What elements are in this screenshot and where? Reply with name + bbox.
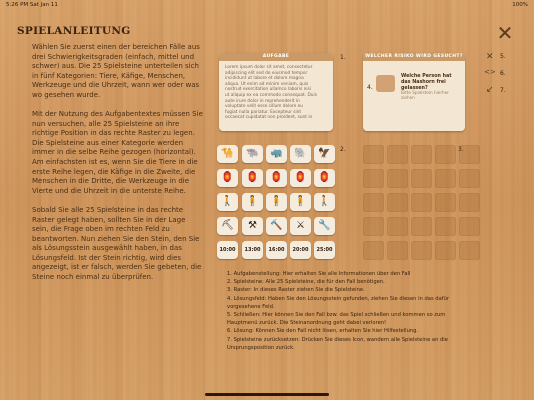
legend-item: 2. Spielsteine: Alle 25 Spielsteine, die für den Fall benötigen.	[227, 279, 385, 286]
piece-cage[interactable]: 🏮	[217, 169, 238, 187]
legend-item: 6. Lösung: Können Sie den Fall nicht lösen, erhalten Sie hier Hilfestellung.	[227, 328, 419, 335]
piece-animal[interactable]: 🐪	[217, 145, 238, 163]
label-1: 1.	[340, 54, 346, 61]
label-7: 7.	[500, 87, 506, 94]
grid-cell[interactable]	[363, 241, 384, 260]
grid-cell[interactable]	[387, 241, 408, 260]
grid-cell[interactable]	[387, 217, 408, 236]
piece-person[interactable]: 🚶	[314, 193, 335, 211]
legend-item: 3. Raster: In dieses Raster ziehen Sie die Spielsteine.	[227, 287, 365, 294]
task-panel	[219, 53, 333, 131]
grid-cell[interactable]	[363, 193, 384, 212]
piece-time[interactable]: 25:00	[314, 241, 335, 259]
grid-cell[interactable]	[435, 241, 456, 260]
grid-cell[interactable]	[363, 217, 384, 236]
label-3: 3.	[458, 146, 464, 153]
legend-item: 1. Aufgabenstellung: Hier erhalten Sie alle Informationen über den Fall	[227, 271, 411, 277]
solution-help-icon[interactable]: <>	[484, 68, 496, 76]
close-game-icon[interactable]: ✕	[486, 52, 494, 62]
hint-text: Bitte Spielstein hierher ziehen	[401, 90, 449, 101]
piece-time[interactable]: 20:00	[290, 241, 311, 259]
task-panel-header: AUFGABE	[219, 53, 333, 61]
piece-person[interactable]: 🚶	[217, 193, 238, 211]
piece-time[interactable]: 16:00	[266, 241, 287, 259]
piece-time[interactable]: 13:00	[242, 241, 263, 259]
piece-tool[interactable]: 🔧	[314, 217, 335, 235]
grid-cell[interactable]	[411, 145, 432, 164]
grid-cell[interactable]	[459, 145, 480, 164]
status-time: 5:26 PM Sat Jan 11	[6, 2, 58, 8]
grid-cell[interactable]	[411, 169, 432, 188]
piece-tool[interactable]: ⛏	[217, 217, 238, 235]
piece-animal[interactable]: 🐃	[242, 145, 263, 163]
instructions-text	[32, 43, 204, 292]
grid-cell[interactable]	[411, 193, 432, 212]
label-6: 6.	[500, 70, 506, 77]
legend-list	[219, 270, 477, 352]
piece-cage[interactable]: 🏮	[266, 169, 287, 187]
grid-cell[interactable]	[411, 217, 432, 236]
reset-icon[interactable]: ↙	[486, 85, 494, 95]
battery-indicator: 100%	[512, 2, 528, 8]
instructions-paragraph: Mit der Nutzung des Aufgabentextes müssen Sie nun versuchen, alle 25 Spielsteine an ihre richtige Position in das rechte Raster zu legen. Die Spielsteine aus einer Kategorie werden immer in die selbe Reihe gezogen (horizontal). Am einfachsten ist es, wenn Sie die Tiere in die erste Reihe legen, die Käfige in die Zweite, die Menschen in die Dritte, die Werkzeuge in die Vierte und die Uhrzeit in die unterste Reihe.	[32, 110, 203, 195]
legend-item: 4. Lösungsfeld: Haben Sie den Lösungsstein gefunden, ziehen Sie diesen in das dafür vorgesehene Feld.	[227, 295, 450, 310]
instructions-paragraph: Sobald Sie alle 25 Spielsteine in das rechte Raster gelegt haben, sollten Sie in der Lage sein, die Frage oben im rechten Feld zu beantworten. Nun ziehen Sie den Stein, den Sie als Lösungsstein ausgewählt haben, in das Lösungsfeld. Ist der Stein richtig, wird dies angezeigt, ist er falsch, werden Sie gebeten, die Steine noch einmal zu überprüfen.	[32, 205, 202, 282]
grid-cell[interactable]	[363, 145, 384, 164]
piece-tool[interactable]: ⚒	[242, 217, 263, 235]
piece-person[interactable]: 🧍	[266, 193, 287, 211]
task-text: Lorem ipsum dolor sit amet, consectetur adipiscing elit sed do eiusmod tempor incididunt ut labore et dolore magna aliqua. Ut enim ad minim veniam, quis nostrud exercitation ullamco laboris nisi ut aliquip ex ea commodo consequat. Duis aute irure dolor in reprehenderit in voluptate velit esse cillum dolore eu fugiat nulla pariatur. Excepteur sint occaecat cupidatat non proident, sunt in	[225, 65, 317, 121]
piece-tool[interactable]: ⚔	[290, 217, 311, 235]
page-title: SPIELANLEITUNG	[17, 25, 131, 37]
piece-cage[interactable]: 🏮	[290, 169, 311, 187]
piece-person[interactable]: 🧍	[290, 193, 311, 211]
grid-cell[interactable]	[459, 169, 480, 188]
home-indicator[interactable]	[205, 393, 329, 396]
legend-item: 5. Schließen: Hier können Sie den Fall bzw. das Spiel schließen und kommen so zum Hauptmenü zurück. Die Steinanordnung geht dabei verloren!	[227, 312, 446, 327]
grid-cell[interactable]	[435, 217, 456, 236]
grid-cell[interactable]	[435, 169, 456, 188]
piece-person[interactable]: 🧍	[242, 193, 263, 211]
piece-cage[interactable]: 🏮	[242, 169, 263, 187]
grid-cell[interactable]	[411, 241, 432, 260]
question-text: Welche Person hat das Nashorn frei gelassen?	[401, 74, 452, 91]
piece-animal[interactable]: 🐘	[290, 145, 311, 163]
grid-cell[interactable]	[459, 217, 480, 236]
grid-cell[interactable]	[387, 145, 408, 164]
label-2: 2.	[340, 146, 346, 153]
grid-cell[interactable]	[363, 169, 384, 188]
label-5: 5.	[500, 53, 506, 60]
instructions-paragraph: Wählen Sie zuerst einen der bereichen Fälle aus drei Schwierigkeitsgraden (einfach, mittel und schwer) aus. Die 25 Spielsteine unterteilen sich in fünf Kategorien: Tiere, Käfige, Menschen, Werkzeuge und die Uhrzeit, wann wer oder was wo gesehen wurde.	[32, 43, 200, 99]
piece-time[interactable]: 10:00	[217, 241, 238, 259]
grid-cell[interactable]	[387, 193, 408, 212]
label-4: 4.	[367, 84, 373, 91]
grid-cell[interactable]	[435, 145, 456, 164]
status-bar	[0, 0, 534, 10]
question-panel	[363, 53, 465, 131]
grid-cell[interactable]	[459, 241, 480, 260]
solution-slot[interactable]	[376, 75, 395, 92]
grid-cell[interactable]	[435, 193, 456, 212]
piece-animal[interactable]: 🦏	[266, 145, 287, 163]
grid-cell[interactable]	[459, 193, 480, 212]
piece-cage[interactable]: 🏮	[314, 169, 335, 187]
legend-item: 7. Spielsteine zurücksetzen: Drücken Sie dieses Icon, wandern alle Spielsteine an die Ursprungsposition zurück.	[227, 336, 448, 351]
piece-animal[interactable]: 🦅	[314, 145, 335, 163]
question-panel-header: WELCHER RISIKO WIRD GESUCHT?	[363, 53, 465, 61]
close-icon[interactable]: ✕	[496, 21, 514, 45]
piece-tool[interactable]: 🔨	[266, 217, 287, 235]
grid-cell[interactable]	[387, 169, 408, 188]
